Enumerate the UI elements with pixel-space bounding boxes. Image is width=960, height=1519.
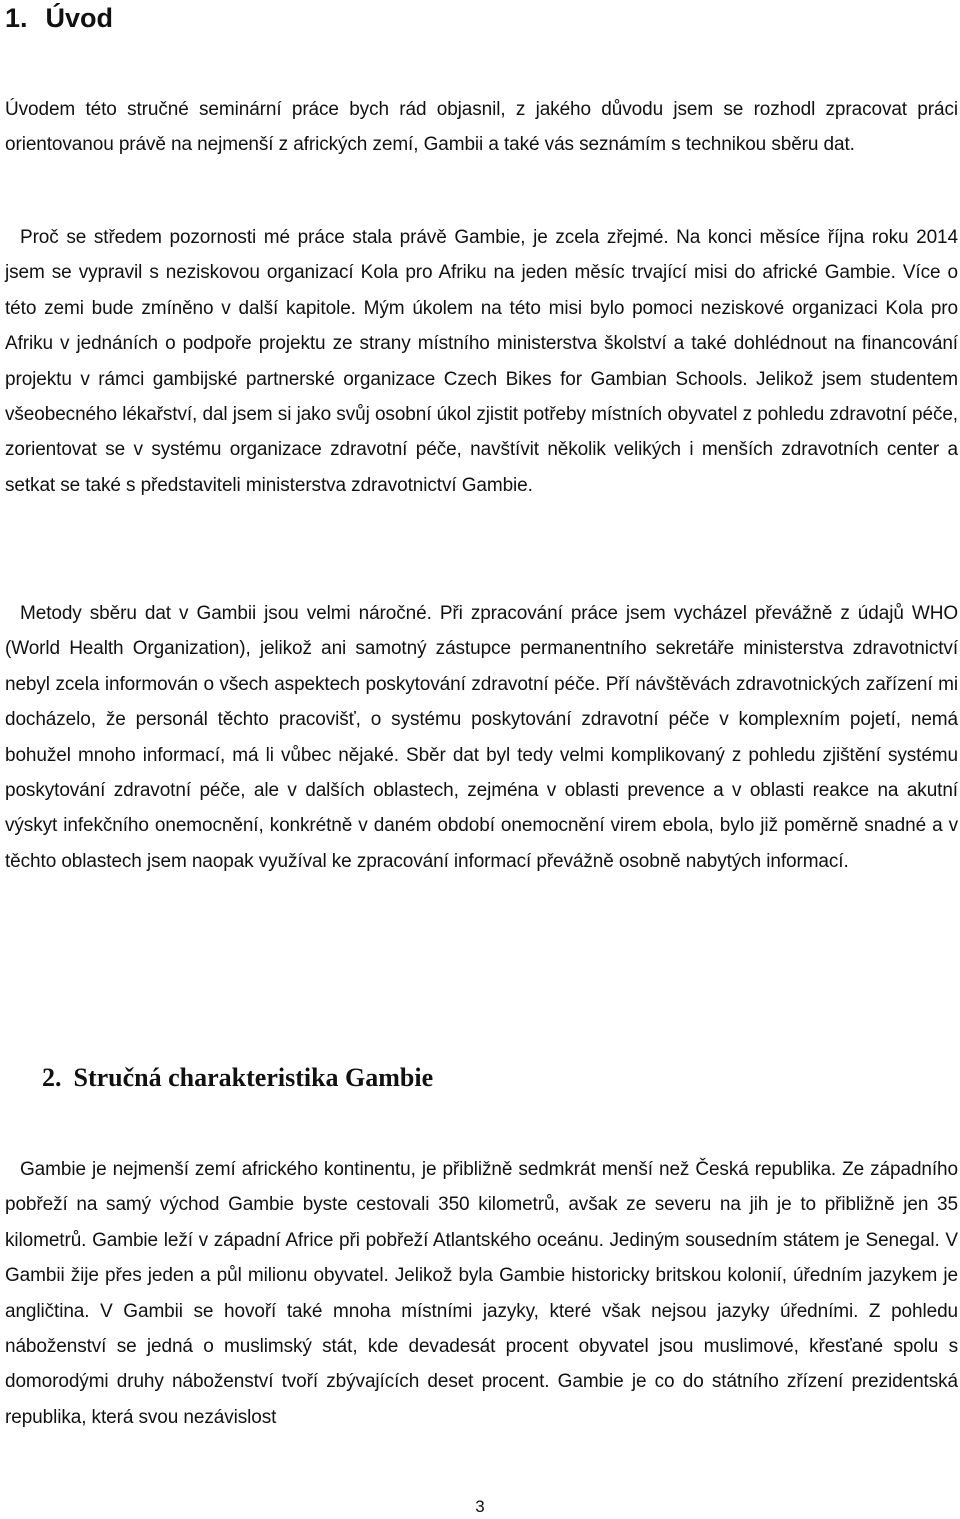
section-1-number: 1. xyxy=(5,3,28,33)
gambia-paragraph-1: Gambie je nejmenší zemí afrického kontinentu, je přibližně sedmkrát menší než Česká republika. Ze západního pobřeží na samý východ Gambie byste cestovali 350 kilometrů, avšak ze severu na jih je to přibližně jen 35 kilometrů. Gambie leží v západní Africe při pobřeží Atlantského oceánu. Jediným sousedním státem je Senegal. V Gambii žije přes jeden a půl milionu obyvatel. Jelikož byla Gambie historicky britskou kolonií, úředním jazykem je angličtina. V Gambii se hovoří také mnoha místními jazyky, které však nejsou jazyky úředními. Z pohledu náboženství se jedná o muslimský stát, kde devadesát procent obyvatel jsou muslimové, křesťané spolu s domorodými druhy náboženství tvoří zbývajících deset procent. Gambie je co do státního zřízení prezidentská republika, která svou nezávislost xyxy=(5,1159,958,1428)
intro-paragraph-1: Úvodem této stručné seminární práce bych rád objasnil, z jakého důvodu jsem se rozhodl zpracovat práci orientovanou právě na nejmenší z afrických zemí, Gambii a také vás seznámím s technikou sběru dat. xyxy=(5,99,958,156)
section-2-heading xyxy=(42,1060,433,1096)
section-1-heading xyxy=(5,0,113,36)
intro-paragraph-3: Metody sběru dat v Gambii jsou velmi náročné. Při zpracování práce jsem vycházel převážně z údajů WHO (World Health Organization), jelikož ani samotný zástupce permanentního sekretáře ministerstva zdravotnictví nebyl zcela informován o všech aspektech poskytování zdravotní péče. Pří návštěvách zdravotnických zařízení mi docházelo, že personál těchto pracovišť, o systému poskytování zdravotní péče v komplexním pojetí, nemá bohužel mnoho informací, má li vůbec nějaké. Sběr dat byl tedy velmi komplikovaný z pohledu zjištění systému poskytování zdravotní péče, ale v dalších oblastech, zejména v oblasti prevence a v oblasti reakce na akutní výskyt infekčního onemocnění, konkrétně v daném období onemocnění virem ebola, bylo již poměrně snadné a v těchto oblastech jsem naopak využíval ke zpracování informací převážně osobně nabytých informací. xyxy=(5,603,958,872)
intro-paragraph-2: Proč se středem pozornosti mé práce stala právě Gambie, je zcela zřejmé. Na konci měsíce října roku 2014 jsem se vypravil s neziskovou organizací Kola pro Afriku na jeden měsíc trvající misi do africké Gambie. Více o této zemi bude zmíněno v další kapitole. Mým úkolem na této misi bylo pomoci neziskové organizaci Kola pro Afriku v jednáních o podpoře projektu ze strany místního ministerstva školství a také dohlédnout na financování projektu v rámci gambijské partnerské organizace Czech Bikes for Gambian Schools. Jelikož jsem studentem všeobecného lékařství, dal jsem si jako svůj osobní úkol zjistit potřeby místních obyvatel z pohledu zdravotní péče, zorientovat se v systému organizace zdravotní péče, navštívit několik velikých i menších zdravotních center a setkat se také s představiteli ministerstva zdravotnictví Gambie. xyxy=(5,227,958,496)
section-1-title: Úvod xyxy=(45,3,114,33)
section-2-number: 2. xyxy=(42,1063,62,1092)
page-number: 3 xyxy=(475,1497,485,1516)
section-2-title: Stručná charakteristika Gambie xyxy=(73,1063,434,1092)
